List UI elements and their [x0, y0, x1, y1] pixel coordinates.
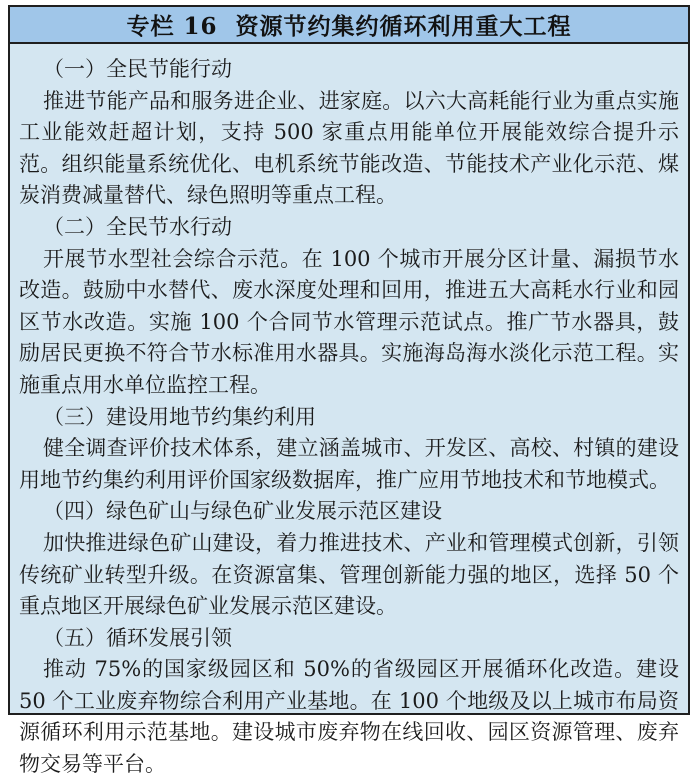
section-energy-saving [19, 54, 679, 212]
section-heading: （三）建设用地节约集约利用 [43, 404, 316, 429]
section-paragraph: 推进节能产品和服务进企业、进家庭。以六大高耗能行业为重点实施工业能效赶超计划，支持 500 家重点用能单位开展能效综合提升示范。组织能量系统优化、电机系统节能改造、节能技术产业化示范、煤炭消费减量替代、绿色照明等重点工程。 [19, 88, 679, 208]
panel-header [10, 7, 688, 44]
panel-title-label: 专栏 16 [126, 13, 218, 40]
section-heading: （四）绿色矿山与绿色矿业发展示范区建设 [43, 499, 442, 524]
section-heading: （一）全民节能行动 [43, 57, 232, 81]
section-paragraph: 健全调查评价技术体系，建立涵盖城市、开发区、高校、村镇的建设用地节约集约利用评价国家级数据库，推广应用节地技术和节地模式。 [19, 436, 679, 492]
section-green-mining [19, 496, 679, 622]
section-paragraph: 推动 75%的国家级园区和 50%的省级园区开展循环化改造。建设 50 个工业废弃物综合利用产业基地。在 100 个地级及以上城市布局资源循环利用示范基地。建设城市废弃物在线回收、园区资源管理、废弃物交易等平台。 [19, 657, 679, 777]
section-water-saving [19, 212, 679, 402]
section-heading: （五）循环发展引领 [43, 625, 232, 650]
document-panel [8, 5, 690, 777]
panel-title-text: 资源节约集约循环利用重大工程 [235, 13, 572, 40]
panel-body [10, 44, 688, 781]
section-paragraph: 加快推进绿色矿山建设，着力推进技术、产业和管理模式创新，引领传统矿业转型升级。在资源富集、管理创新能力强的地区，选择 50 个重点地区开展绿色矿业发展示范区建设。 [19, 530, 679, 619]
section-land-use [19, 402, 679, 497]
section-heading: （二）全民节水行动 [43, 214, 232, 239]
section-paragraph: 开展节水型社会综合示范。在 100 个城市开展分区计量、漏损节水改造。鼓励中水替代、废水深度处理和回用，推进五大高耗水行业和园区节水改造。实施 100 个合同节水管理示范试点。推广节水器具，鼓励居民更换不符合节水标准用水器具。实施海岛海水淡化示范工程。实施重点用水单位监控工程。 [19, 246, 679, 397]
section-circular-development [19, 623, 679, 781]
